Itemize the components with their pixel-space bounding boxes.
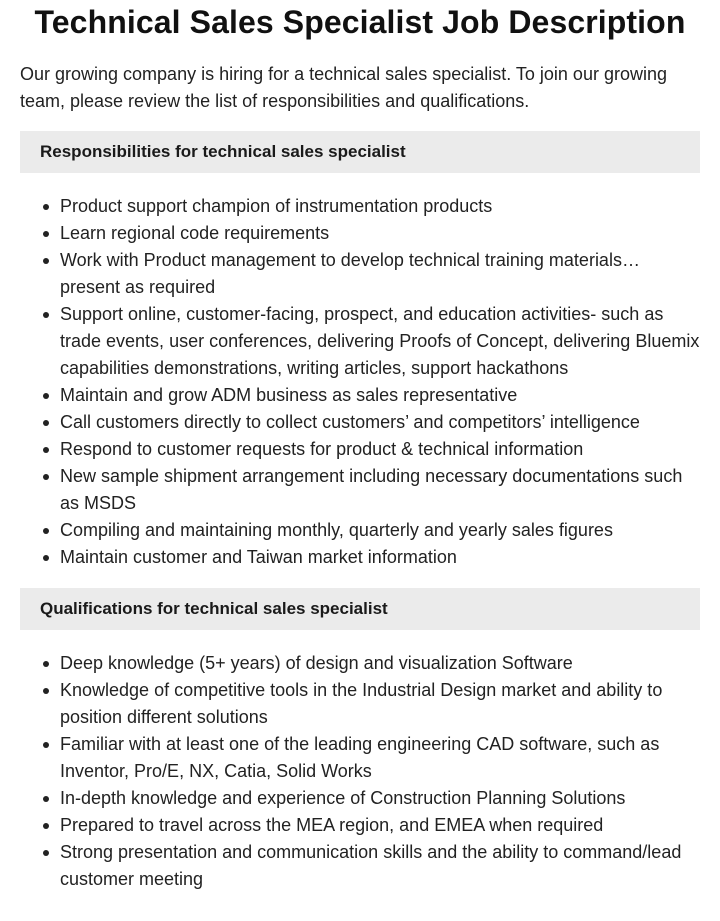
list-item: Work with Product management to develop technical training materials… present as required bbox=[60, 247, 700, 301]
list-item: Prepared to travel across the MEA region, and EMEA when required bbox=[60, 812, 700, 839]
list-item: Compiling and maintaining monthly, quarterly and yearly sales figures bbox=[60, 517, 700, 544]
list-item: Product support champion of instrumentation products bbox=[60, 193, 700, 220]
list-item: Respond to customer requests for product & technical information bbox=[60, 436, 700, 463]
list-item: Call customers directly to collect customers’ and competitors’ intelligence bbox=[60, 409, 700, 436]
list-item: New sample shipment arrangement including necessary documentations such as MSDS bbox=[60, 463, 700, 517]
list-item: Strong presentation and communication skills and the ability to command/lead customer meeting bbox=[60, 839, 700, 893]
list-item: Deep knowledge (5+ years) of design and visualization Software bbox=[60, 650, 700, 677]
list-item: Maintain customer and Taiwan market information bbox=[60, 544, 700, 571]
list-item: Familiar with at least one of the leading engineering CAD software, such as Inventor, Pro/E, NX, Catia, Solid Works bbox=[60, 731, 700, 785]
list-item: In-depth knowledge and experience of Construction Planning Solutions bbox=[60, 785, 700, 812]
list-item: Support online, customer-facing, prospect, and education activities- such as trade events, user conferences, delivering Proofs of Concept, delivering Bluemix capabilities demonstrations, writing articles, support hackathons bbox=[60, 301, 700, 382]
intro-paragraph: Our growing company is hiring for a technical sales specialist. To join our growing team, please review the list of responsibilities and qualifications. bbox=[20, 64, 667, 111]
list-item: Learn regional code requirements bbox=[60, 220, 700, 247]
list-item: Knowledge of competitive tools in the Industrial Design market and ability to position different solutions bbox=[60, 677, 700, 731]
page-title: Technical Sales Specialist Job Description bbox=[34, 4, 686, 40]
responsibilities-heading: Responsibilities for technical sales specialist bbox=[20, 131, 700, 173]
qualifications-heading: Qualifications for technical sales specialist bbox=[20, 588, 700, 630]
responsibilities-list bbox=[20, 193, 700, 571]
qualifications-list bbox=[20, 650, 700, 893]
list-item: Maintain and grow ADM business as sales representative bbox=[60, 382, 700, 409]
